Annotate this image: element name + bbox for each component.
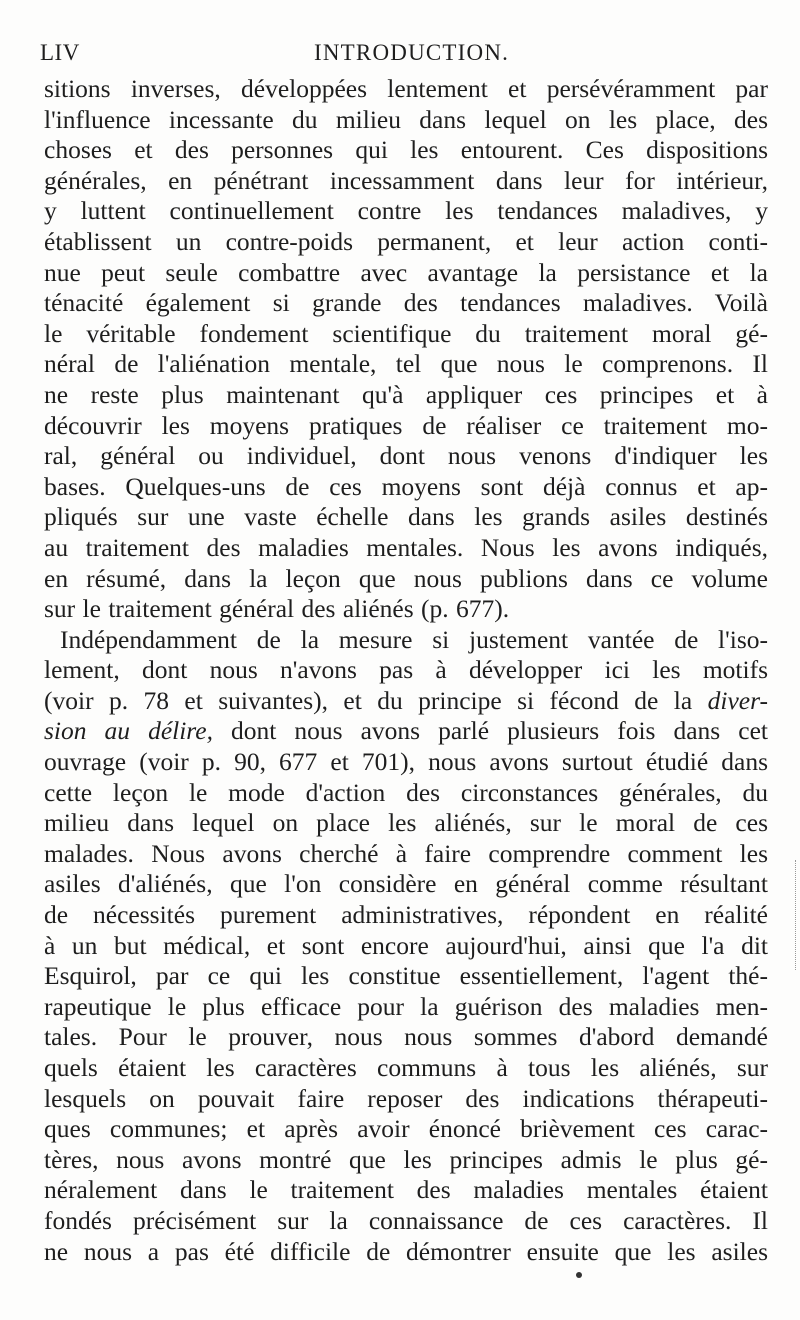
- text-line: néralement dans le traitement des maladies mentales étaient: [44, 1175, 768, 1205]
- text-line: ne reste plus maintenant qu'à appliquer ces principes et à: [44, 379, 768, 409]
- text-line: établissent un contre-poids permanent, et leur action conti-: [44, 226, 768, 256]
- text-line: nue peut seule combattre avec avantage la persistance et la: [44, 257, 768, 287]
- running-head: [40, 40, 762, 70]
- page-number: LIV: [40, 40, 80, 65]
- text-line: malades. Nous avons cherché à faire comprendre comment les: [44, 838, 768, 868]
- text-line: [44, 686, 768, 717]
- text-line: choses et des personnes qui les entourent. Ces dispositions: [44, 135, 768, 165]
- text-line: cette leçon le mode d'action des circonstances générales, du: [44, 777, 768, 807]
- text-line: pliqués sur une vaste échelle dans les grands asiles destinés: [44, 502, 768, 532]
- text-line: lement, dont nous n'avons pas à développer ici les motifs: [44, 655, 768, 685]
- paragraph-2: [44, 625, 768, 1267]
- italic-text: diver-: [707, 685, 768, 715]
- text-line: ouvrage (voir p. 90, 677 et 701), nous avons surtout étudié dans: [44, 747, 768, 777]
- text-line: ques communes; et après avoir énoncé brièvement ces carac-: [44, 1114, 768, 1144]
- text-line: néral de l'aliénation mentale, tel que nous le comprenons. Il: [44, 349, 768, 379]
- text-line: bases. Quelques-uns de ces moyens sont déjà connus et ap-: [44, 471, 768, 501]
- text-line: sur le traitement général des aliénés (p. 677).: [44, 594, 510, 624]
- text-line: tales. Pour le prouver, nous nous sommes d'abord demandé: [44, 1022, 768, 1052]
- text-line: le véritable fondement scientifique du traitement moral gé-: [44, 318, 768, 348]
- text-line: sitions inverses, développées lentement et persévéramment par: [44, 74, 768, 103]
- text-line: à un but médical, et sont encore aujourd'hui, ainsi que l'a dit: [44, 930, 768, 960]
- body-text: [44, 74, 768, 1267]
- text-line: tères, nous avons montré que les principes admis le plus gé-: [44, 1144, 768, 1174]
- page-edge-mark: [793, 860, 796, 970]
- text-line: en résumé, dans la leçon que nous publions dans ce volume: [44, 563, 768, 593]
- text-line: asiles d'aliénés, que l'on considère en général comme résultant: [44, 869, 768, 899]
- text-line: ne nous a pas été difficile de démontrer ensuite que les asiles: [44, 1236, 768, 1266]
- running-title: INTRODUCTION.: [314, 40, 510, 65]
- text-line: quels étaient les caractères communs à tous les aliénés, sur: [44, 1053, 768, 1082]
- text-line: y luttent continuellement contre les tendances maladives, y: [44, 196, 768, 226]
- text-line: rapeutique le plus efficace pour la guérison des maladies men-: [44, 991, 768, 1021]
- text-line: ral, général ou individuel, dont nous venons d'indiquer les: [44, 441, 768, 471]
- text-line: [44, 716, 768, 747]
- text-line: au traitement des maladies mentales. Nous les avons indiqués,: [44, 532, 768, 562]
- text-line: générales, en pénétrant incessamment dans leur for intérieur,: [44, 165, 768, 195]
- text-line: fondés précisément sur la connaissance de ces caractères. Il: [44, 1205, 768, 1235]
- text-line: ténacité également si grande des tendances maladives. Voilà: [44, 288, 768, 318]
- text-line: lesquels on pouvait faire reposer des indications thérapeuti-: [44, 1083, 768, 1113]
- text-line: de nécessités purement administratives, répondent en réalité: [44, 900, 768, 930]
- text-line: Indépendamment de la mesure si justement vantée de l'iso-: [60, 624, 768, 654]
- text-run: dont nous avons parlé plusieurs fois dans cet: [212, 716, 768, 746]
- italic-text: sion au délire,: [44, 716, 213, 746]
- text-line: découvrir les moyens pratiques de réaliser ce traitement mo-: [44, 410, 768, 440]
- paragraph-1: [44, 74, 768, 625]
- ink-dot: [576, 1272, 582, 1278]
- text-run: (voir p. 78 et suivantes), et du principe si fécond de la: [44, 685, 708, 715]
- text-line: Esquirol, par ce qui les constitue essentiellement, l'agent thé-: [44, 961, 768, 991]
- text-line: milieu dans lequel on place les aliénés, sur le moral de ces: [44, 808, 768, 838]
- text-line: l'influence incessante du milieu dans lequel on les place, des: [44, 104, 768, 134]
